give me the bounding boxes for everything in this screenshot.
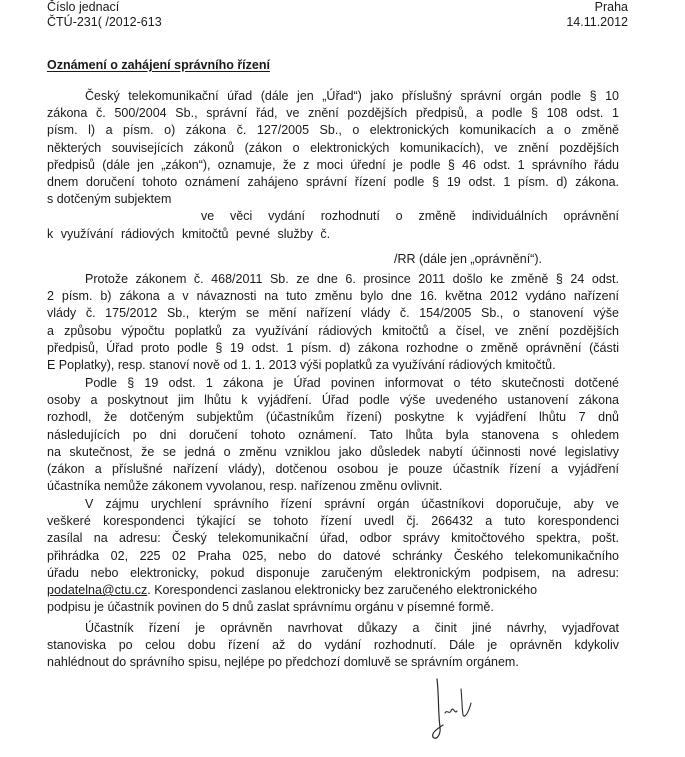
place-date-block xyxy=(566,0,628,30)
reference-label: Číslo jednací xyxy=(47,0,120,14)
text-line: podpisu je účastník povinen do 5 dnů zaslat správnímu orgánu v písemné formě. xyxy=(47,600,494,615)
date: 14.11.2012 xyxy=(566,15,628,29)
document-title: Oznámení o zahájení správního řízení xyxy=(47,58,270,72)
paragraph-2 xyxy=(47,271,619,374)
paragraph-1 xyxy=(47,88,619,268)
text-line: a způsobu výpočtu poplatků za využívání rádiových kmitočtů a čísel, ve znění pozdějších xyxy=(47,323,619,338)
text-line: k využívání rádiových kmitočtů pevné služby č. xyxy=(47,226,331,241)
paragraph-4 xyxy=(47,496,619,616)
text-line: písm. l) a písm. o) zákona č. 127/2005 Sb., o elektronických komunikacích a o změně xyxy=(47,123,619,138)
text-line: osoby a poskytnout jim lhůtu k vyjádření. Úřad podle výše uvedeného ustanovení zákona xyxy=(47,393,619,408)
reference-block xyxy=(47,0,162,30)
text-line: Účastník řízení je oprávněn navrhovat důkazy a činit jiné návrhy, vyjadřovat xyxy=(85,621,619,635)
text-line: následujících po dni doručení tohoto oznámení. Tato lhůta byla stanovena s ohledem xyxy=(47,427,619,442)
paragraph-5 xyxy=(47,620,619,672)
text-line: Český telekomunikační úřad (dále jen „Úřad“) jako příslušný správní orgán podle § 10 xyxy=(85,89,619,103)
text-line: účastníka nemůže zákonem vyvolanou, resp. nařízenou změnu ovlivnit. xyxy=(47,479,443,494)
text-line: předpisů, Úřad proto podle § 19 odst. 1 písm. d) zákona rozhodne o změně oprávnění (části xyxy=(47,340,619,355)
text-line: Protože zákonem č. 468/2011 Sb. ze dne 6. prosince 2011 došlo ke změně § 24 odst. xyxy=(85,272,619,286)
text-line: nahlédnout do správního spisu, nejlépe po předchozí domluvě se správním orgánem. xyxy=(47,655,519,670)
text-line: rozhodl, že dotčeným subjektům (účastníkům řízení) poskytne k vyjádření lhůtu 7 dnů xyxy=(47,410,619,425)
text-line: na skutečnost, že se jedná o změnu vzniklou jako důsledek nabytí účinnosti nové legislativy xyxy=(47,444,619,459)
text-line: dnem doručení tohoto oznámení zahájeno správní řízení podle § 19 odst. 1 písm. d) zákona. xyxy=(47,175,619,190)
text-line: stanoviska po celou dobu řízení až do vydání rozhodnutí. Dále je oprávněn kdykoliv xyxy=(47,638,619,653)
text-line: V zájmu urychlení správního řízení správní orgán účastníkovi doporučuje, aby ve xyxy=(85,497,619,511)
text-fragment: . Korespondenci zaslanou elektronicky bez zaručeného elektronického xyxy=(147,583,538,598)
text-line: úřadu nebo elektronicky, pokud disponuje zaručeným elektronickým podpisem, na adresu: xyxy=(47,565,619,580)
paragraph-3 xyxy=(47,375,619,495)
text-line: předpisů (dále jen „zákon“), oznamuje, že z moci úřední je podle § 46 odst. 1 správního řádu xyxy=(47,157,619,172)
text-line: zasílal na adresu: Český telekomunikační úřad, odbor správy kmitočtového spektra, pošt. xyxy=(47,531,619,546)
text-line: ve věci vydání rozhodnutí o změně individuálních oprávnění xyxy=(201,209,619,224)
reference-number: ČTÚ-231( /2012-613 xyxy=(47,15,162,29)
text-line: zákona č. 500/2004 Sb., správní řád, ve znění pozdějších předpisů, a podle § 108 odst. 1 xyxy=(47,106,619,121)
text-line xyxy=(47,582,619,599)
text-line: přihrádka 02, 225 02 Praha 025, nebo do datové schránky Českého telekomunikačního xyxy=(47,548,619,563)
text-line: (zákon a příslušné nařízení vlády), dotčenou osobou je pouze účastník řízení a vyjádření xyxy=(47,462,619,477)
email-link[interactable]: podatelna@ctu.cz xyxy=(47,583,148,598)
text-line: vlády č. 175/2012 Sb., kterým se mění nařízení vlády č. 154/2005 Sb., o stanovení výše xyxy=(47,306,619,321)
text-line: 2 písm. b) zákona a v návaznosti na tuto změnu bylo dne 16. května 2012 vydáno nařízení xyxy=(47,289,619,304)
text-line: /RR (dále jen „oprávnění“). xyxy=(394,251,542,266)
text-line: některých souvisejících zákonů (zákon o elektronických komunikacích), ve znění pozdějších xyxy=(47,140,619,155)
text-line: Podle § 19 odst. 1 zákona je Úřad povinen informovat o této skutečnosti dotčené xyxy=(85,376,619,390)
text-line: E Poplatky), resp. stanoví nově od 1. 1. 2013 výši poplatků za využívání rádiových kmitočtů. xyxy=(47,358,556,373)
place: Praha xyxy=(594,0,628,14)
text-line: s dotčeným subjektem xyxy=(47,192,172,207)
text-line: veškeré korespondenci týkající se tohoto řízení uvedl čj. 266432 a tuto korespondenci xyxy=(47,514,619,529)
signature-mark xyxy=(425,675,485,745)
